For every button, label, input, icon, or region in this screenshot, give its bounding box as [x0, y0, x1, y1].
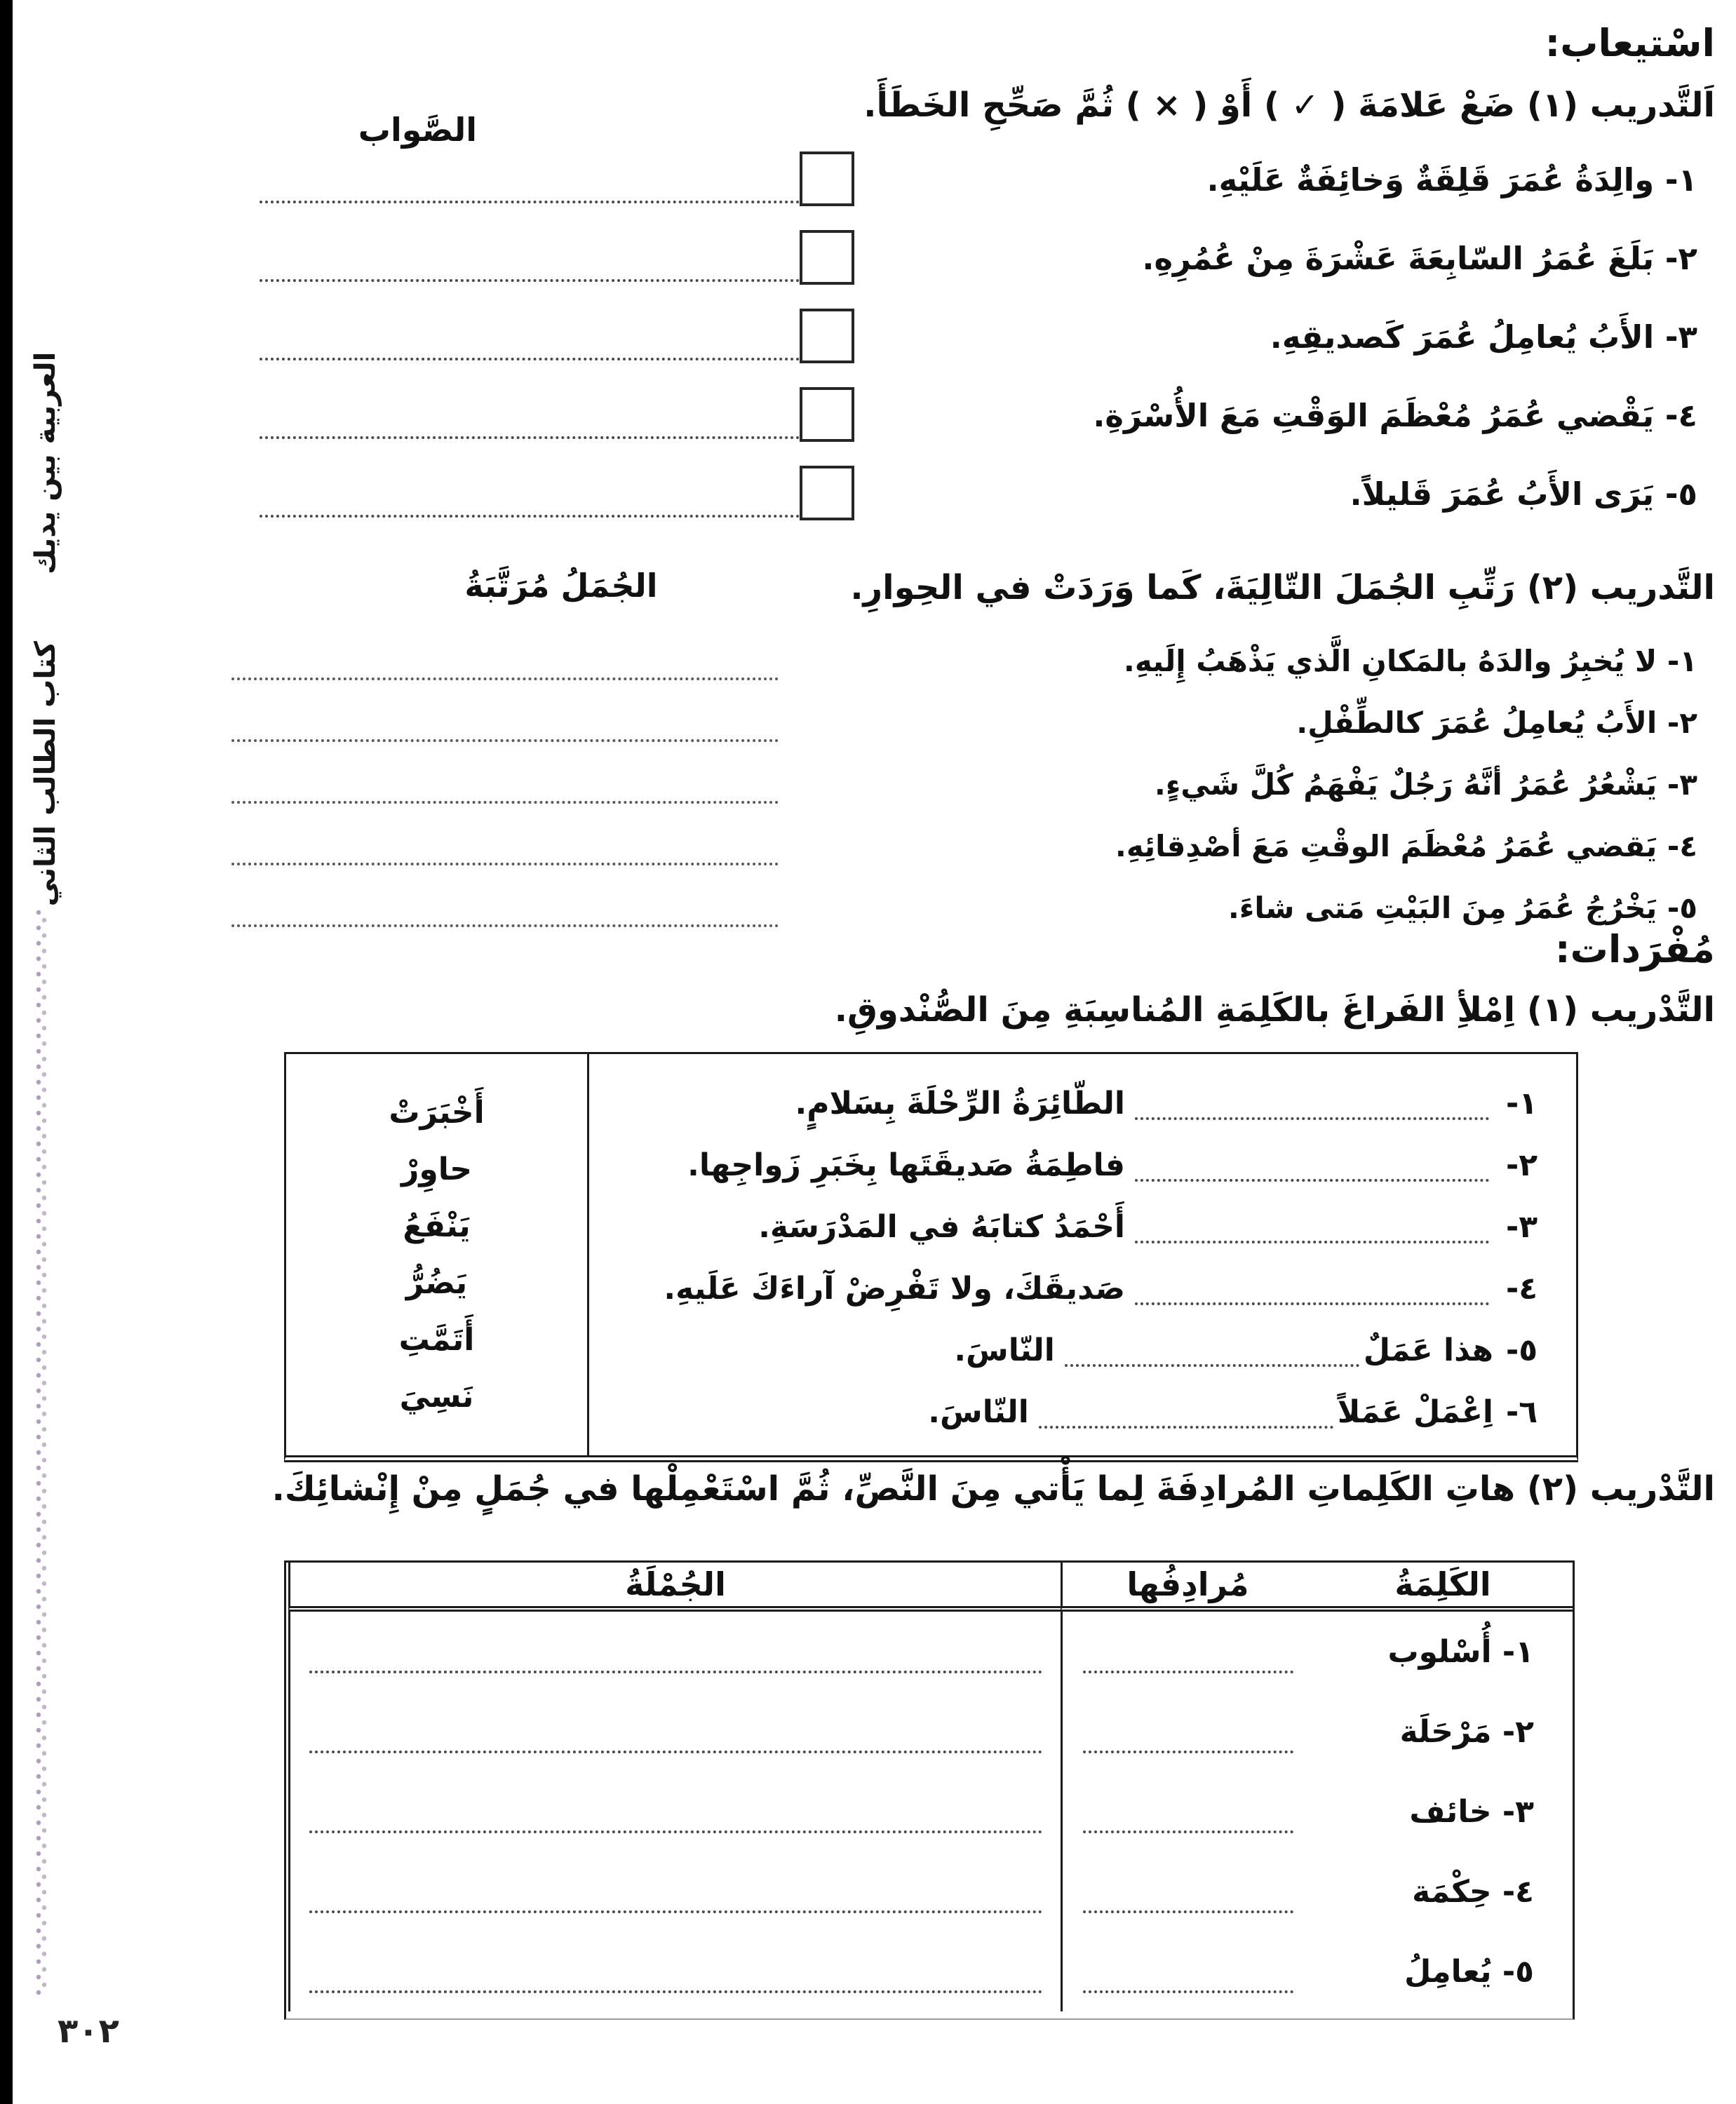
sentence-text: ٢- الأَبُ يُعامِلُ عُمَرَ كالطِّفْلِ.	[1296, 705, 1697, 740]
checkbox[interactable]	[800, 466, 854, 520]
scan-edge-strip	[0, 0, 13, 2104]
spine-series-title: العربية بين يديك	[29, 351, 62, 575]
sentence-answer-line[interactable]	[309, 1751, 1042, 1753]
synonym-cell	[1061, 1852, 1313, 1931]
fill-in-row	[591, 1072, 1576, 1134]
word-bank	[286, 1054, 589, 1455]
text-after-blank: فاطِمَةُ صَديقَتَها بِخَبَرِ زَواجِها.	[687, 1147, 1125, 1183]
fill-in-exercise-box	[284, 1052, 1578, 1462]
checkbox[interactable]	[800, 151, 854, 206]
sentence-text: ١- لا يُخبِرُ والدَهُ بالمَكانِ الَّذي يَذْهَبُ إِلَيهِ.	[1123, 643, 1697, 678]
correction-answer-line[interactable]	[260, 515, 800, 518]
ordering-answer-line[interactable]	[231, 739, 779, 742]
synonym-answer-line[interactable]	[1083, 1830, 1293, 1833]
sentence-text: ٥- يَخْرُجُ عُمَرُ مِنَ البَيْتِ مَتى شاءَ.	[1227, 890, 1697, 925]
word-bank-item: يَنْفَعُ	[403, 1208, 471, 1244]
comprehension-ex1-rows	[260, 140, 1697, 533]
statement-text: ٣- الأَبُ يُعامِلُ عُمَرَ كَصديقِهِ.	[1270, 318, 1697, 356]
fill-in-row	[591, 1257, 1576, 1319]
true-false-row	[260, 219, 1697, 297]
correction-answer-line[interactable]	[260, 279, 800, 282]
statement-text: ١- والِدَةُ عُمَرَ قَلِقَةٌ وَخائِفَةٌ عَلَيْهِ.	[1206, 161, 1697, 198]
column-header-word: الكَلِمَةُ	[1313, 1563, 1573, 1612]
comprehension-ex2-rows	[231, 630, 1697, 938]
word-bank-item: حاوِرْ	[401, 1152, 472, 1187]
statement-text: ٤- يَقْضي عُمَرُ مُعْظَمَ الوَقْتِ مَعَ الأُسْرَةِ.	[1093, 396, 1697, 434]
sentence-cell	[288, 1931, 1061, 2011]
true-false-row	[260, 454, 1697, 533]
book-spine-text	[14, 351, 77, 907]
blank-line[interactable]	[1135, 1302, 1489, 1305]
word-cell: ٣- خائف	[1409, 1793, 1534, 1830]
true-false-row	[260, 376, 1697, 454]
fill-in-row	[591, 1196, 1576, 1257]
vocabulary-ex1-title: التَّدْريب (١) اِمْلأِ الفَراغَ بالكَلِمَةِ المُناسِبَةِ مِنَ الصُّنْدوقِ.	[834, 990, 1715, 1030]
item-number: ٦-	[1506, 1394, 1538, 1430]
word-cell: ٢- مَرْحَلَة	[1399, 1713, 1534, 1750]
synonym-cell	[1061, 1772, 1313, 1852]
fill-in-row	[591, 1134, 1576, 1196]
word-bank-item: يَضُرُّ	[405, 1265, 468, 1301]
synonym-cell	[1061, 1612, 1313, 1692]
item-number: ٣-	[1506, 1208, 1538, 1245]
true-false-row	[260, 140, 1697, 219]
correction-answer-line[interactable]	[260, 358, 800, 360]
text-before-blank: اِعْمَلْ عَمَلاً	[1337, 1394, 1493, 1430]
fill-in-row	[591, 1319, 1576, 1381]
statement-text: ٥- يَرَى الأَبُ عُمَرَ قَليلاً.	[1350, 475, 1697, 513]
word-cell: ٥- يُعامِلُ	[1404, 1953, 1534, 1990]
sentence-cell	[288, 1772, 1061, 1852]
column-header-sentence: الجُمْلَةُ	[288, 1563, 1061, 1612]
word-bank-item: نَسِيَ	[399, 1379, 474, 1415]
ordering-answer-line[interactable]	[231, 863, 779, 865]
page-number: ٣٠٢	[58, 2011, 119, 2051]
ordering-row	[231, 815, 1697, 877]
vocabulary-ex2-title: التَّدْريب (٢) هاتِ الكَلِماتِ المُرادِفَةَ لِما يَأْتي مِنَ النَّصِّ، ثُمَّ اسْتَعْمِلْها في جُمَلٍ مِنْ إِنْشائِكَ.	[271, 1469, 1715, 1509]
blank-line[interactable]	[1135, 1241, 1489, 1243]
text-after-blank: الطّائِرَةُ الرِّحْلَةَ بِسَلامٍ.	[795, 1085, 1125, 1121]
correction-answer-line[interactable]	[260, 436, 800, 439]
text-after-blank: أَحْمَدُ كتابَهُ في المَدْرَسَةِ.	[758, 1208, 1125, 1245]
sentence-answer-line[interactable]	[309, 1910, 1042, 1913]
correction-answer-line[interactable]	[260, 201, 800, 203]
blank-line[interactable]	[1135, 1117, 1489, 1120]
sentence-cell	[288, 1852, 1061, 1931]
sentence-text: ٣- يَشْعُرُ عُمَرُ أنَّهُ رَجُلٌ يَفْهَمُ كُلَّ شَيءٍ.	[1154, 767, 1697, 802]
text-after-blank: النّاسَ.	[954, 1332, 1055, 1368]
sentence-answer-line[interactable]	[309, 1990, 1042, 1993]
synonym-cell	[1061, 1931, 1313, 2011]
word-bank-item: أَخْبَرَتْ	[389, 1095, 485, 1131]
word-cell: ٤- حِكْمَة	[1412, 1873, 1534, 1910]
text-before-blank: هذا عَمَلٌ	[1363, 1332, 1493, 1368]
true-false-row	[260, 297, 1697, 376]
word-cell: ١- أُسْلوب	[1387, 1633, 1534, 1670]
comprehension-ex1-title: اَلتَّدريب (١) ضَعْ عَلامَةَ ( ✓ ) أَوْ ( × ) ثُمَّ صَحِّحِ الخَطَأَ.	[863, 86, 1715, 125]
ordered-sentences-header: الجُمَلُ مُرَتَّبَةُ	[464, 567, 658, 605]
synonym-answer-line[interactable]	[1083, 1671, 1293, 1673]
text-after-blank: صَديقَكَ، ولا تَفْرِضْ آراءَكَ عَلَيهِ.	[664, 1270, 1125, 1307]
blank-line[interactable]	[1039, 1426, 1333, 1429]
word-bank-item: أَتَمَّتِ	[398, 1322, 475, 1358]
comprehension-ex2-title: التَّدريب (٢) رَتِّبِ الجُمَلَ التّالِيَةَ، كَما وَرَدَتْ في الحِوارِ.	[850, 568, 1715, 607]
blank-line[interactable]	[1135, 1179, 1489, 1182]
sentence-cell	[288, 1692, 1061, 1772]
decorative-chain	[35, 908, 48, 1995]
spine-book-title: كتاب الطالب الثاني	[29, 641, 62, 907]
ordering-answer-line[interactable]	[231, 924, 779, 927]
sentence-cell	[288, 1612, 1061, 1692]
item-number: ١-	[1506, 1085, 1538, 1121]
comprehension-heading: اسْتيعاب:	[1545, 21, 1715, 65]
item-number: ٥-	[1506, 1332, 1538, 1368]
fill-in-row	[591, 1381, 1576, 1443]
item-number: ٢-	[1506, 1147, 1538, 1183]
text-after-blank: النّاسَ.	[928, 1394, 1029, 1430]
synonym-cell	[1061, 1692, 1313, 1772]
fill-in-rows	[591, 1072, 1576, 1443]
sentence-answer-line[interactable]	[309, 1671, 1042, 1673]
synonyms-table	[284, 1560, 1575, 2020]
ordering-row	[231, 753, 1697, 815]
statement-text: ٢- بَلَغَ عُمَرُ السّابِعَةَ عَشْرَةَ مِنْ عُمُرِهِ.	[1142, 239, 1697, 277]
ordering-row	[231, 630, 1697, 692]
sentence-answer-line[interactable]	[309, 1830, 1042, 1833]
blank-line[interactable]	[1065, 1364, 1359, 1367]
checkbox[interactable]	[800, 387, 854, 442]
checkbox[interactable]	[800, 309, 854, 363]
synonym-answer-line[interactable]	[1083, 1751, 1293, 1753]
ordering-answer-line[interactable]	[231, 801, 779, 804]
item-number: ٤-	[1506, 1270, 1538, 1307]
synonym-answer-line[interactable]	[1083, 1910, 1293, 1913]
ordering-answer-line[interactable]	[231, 677, 779, 680]
sentence-text: ٤- يَقضي عُمَرُ مُعْظَمَ الوقْتِ مَعَ أصْدِقائِهِ.	[1115, 828, 1697, 863]
checkbox[interactable]	[800, 230, 854, 285]
vocabulary-heading: مُفْرَدات:	[1555, 927, 1715, 971]
ordering-row	[231, 877, 1697, 938]
answer-column-header: الصَّواب	[358, 111, 477, 149]
synonym-answer-line[interactable]	[1083, 1990, 1293, 1993]
column-header-synonym: مُرادِفُها	[1061, 1563, 1313, 1612]
ordering-row	[231, 692, 1697, 753]
